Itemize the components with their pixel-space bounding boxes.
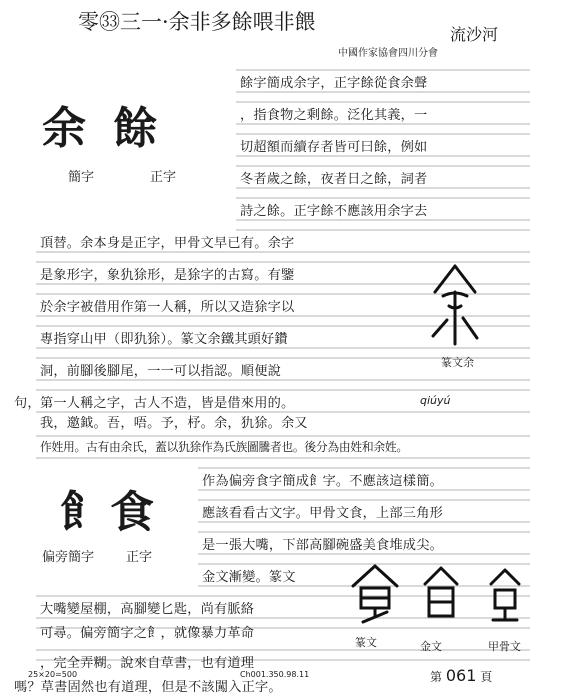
text-line: 洞，前腳後腳尾，一一可以指認。順便說 [40, 364, 281, 379]
grid-size-label: 25×20=500 [28, 670, 78, 679]
caption-simplified: 簡字 [68, 170, 95, 185]
text-line: 嗎？草書固然也有道理，但是不該闖入正字。 [14, 680, 282, 695]
page-number [430, 666, 492, 685]
text-line: 是一張大嘴，下部高腳碗盛美食堆成尖。 [202, 538, 443, 553]
text-line: 專指穿山甲（即犰狳）。篆文余鐵其頭好鑽 [40, 332, 288, 347]
text-line: 作姓用。古有由余氏，蓋以犰狳作為氏族圖騰者也。後分為由姓和余姓。 [40, 440, 408, 454]
page-suffix: 頁 [480, 670, 493, 684]
pinyin-annotation: qiúyú [420, 394, 451, 407]
caption-radical-traditional: 正字 [126, 550, 153, 565]
seal-yu-glyph [425, 262, 485, 352]
sheet-code: Ch001.350.98.11 [240, 670, 310, 679]
text-line: 於余字被借用作第一人稱，所以又造狳字以 [40, 300, 295, 315]
caption-oracle-bone: 甲骨文 [488, 640, 521, 653]
caption-traditional: 正字 [150, 170, 177, 185]
text-line: 餘字簡成余字，正字餘從食余聲 [240, 76, 428, 91]
ancient-shi-forms [345, 560, 535, 630]
text-line: 可尋。偏旁簡字之飠，就像暴力革命 [40, 626, 255, 641]
text-line: 是象形字，象犰狳形，是狳字的古寫。有鑒 [40, 268, 295, 283]
caption-bronze: 金文 [420, 640, 442, 653]
text-line: 冬者歲之餘，夜者日之餘，詞者 [240, 172, 428, 187]
margin-note: 句， [14, 396, 41, 411]
author-name: 流沙河 [450, 25, 499, 44]
caption-seal-yu: 篆文余 [441, 356, 474, 369]
text-line: 我，邀鉞。吾，唔。予，杼。余，犰狳。余又 [40, 416, 308, 431]
text-line: 作為偏旁食字簡成飠字。不應該這樣簡。 [202, 474, 443, 489]
text-line: 金文漸變。篆文 [202, 570, 296, 585]
text-line: 應該看看古文字。甲骨文食，上部三角形 [202, 506, 443, 521]
shi-characters: 飠食 [60, 487, 160, 538]
text-line: 第一人稱之字，古人不造，皆是借來用的。 [40, 396, 295, 411]
caption-radical-simplified: 偏旁簡字 [42, 550, 95, 565]
text-line: 詩之餘。正字餘不應該用余字去 [240, 204, 428, 219]
text-line: ，指食物之剩餘。泛化其義，一 [240, 108, 428, 123]
main-characters: 余 餘 [42, 103, 164, 154]
text-line: 大嘴變屋棚，高腳變匕匙，尚有脈絡 [40, 602, 255, 617]
page-label: 第 [430, 670, 443, 684]
caption-seal: 篆文 [355, 636, 377, 649]
text-line: 頂替。余本身是正字，甲骨文早已有。余字 [40, 236, 295, 251]
page-number-value: 061 [445, 666, 477, 685]
text-line: ，完全弄糊。說來自草書，也有道理 [40, 656, 255, 671]
page-title: 零㉝三一·余非多餘喂非餵 [78, 10, 316, 34]
text-line: 切超額而續存者皆可曰餘，例如 [240, 140, 428, 155]
organization-stamp: 中國作家協會四川分會 [338, 48, 438, 59]
